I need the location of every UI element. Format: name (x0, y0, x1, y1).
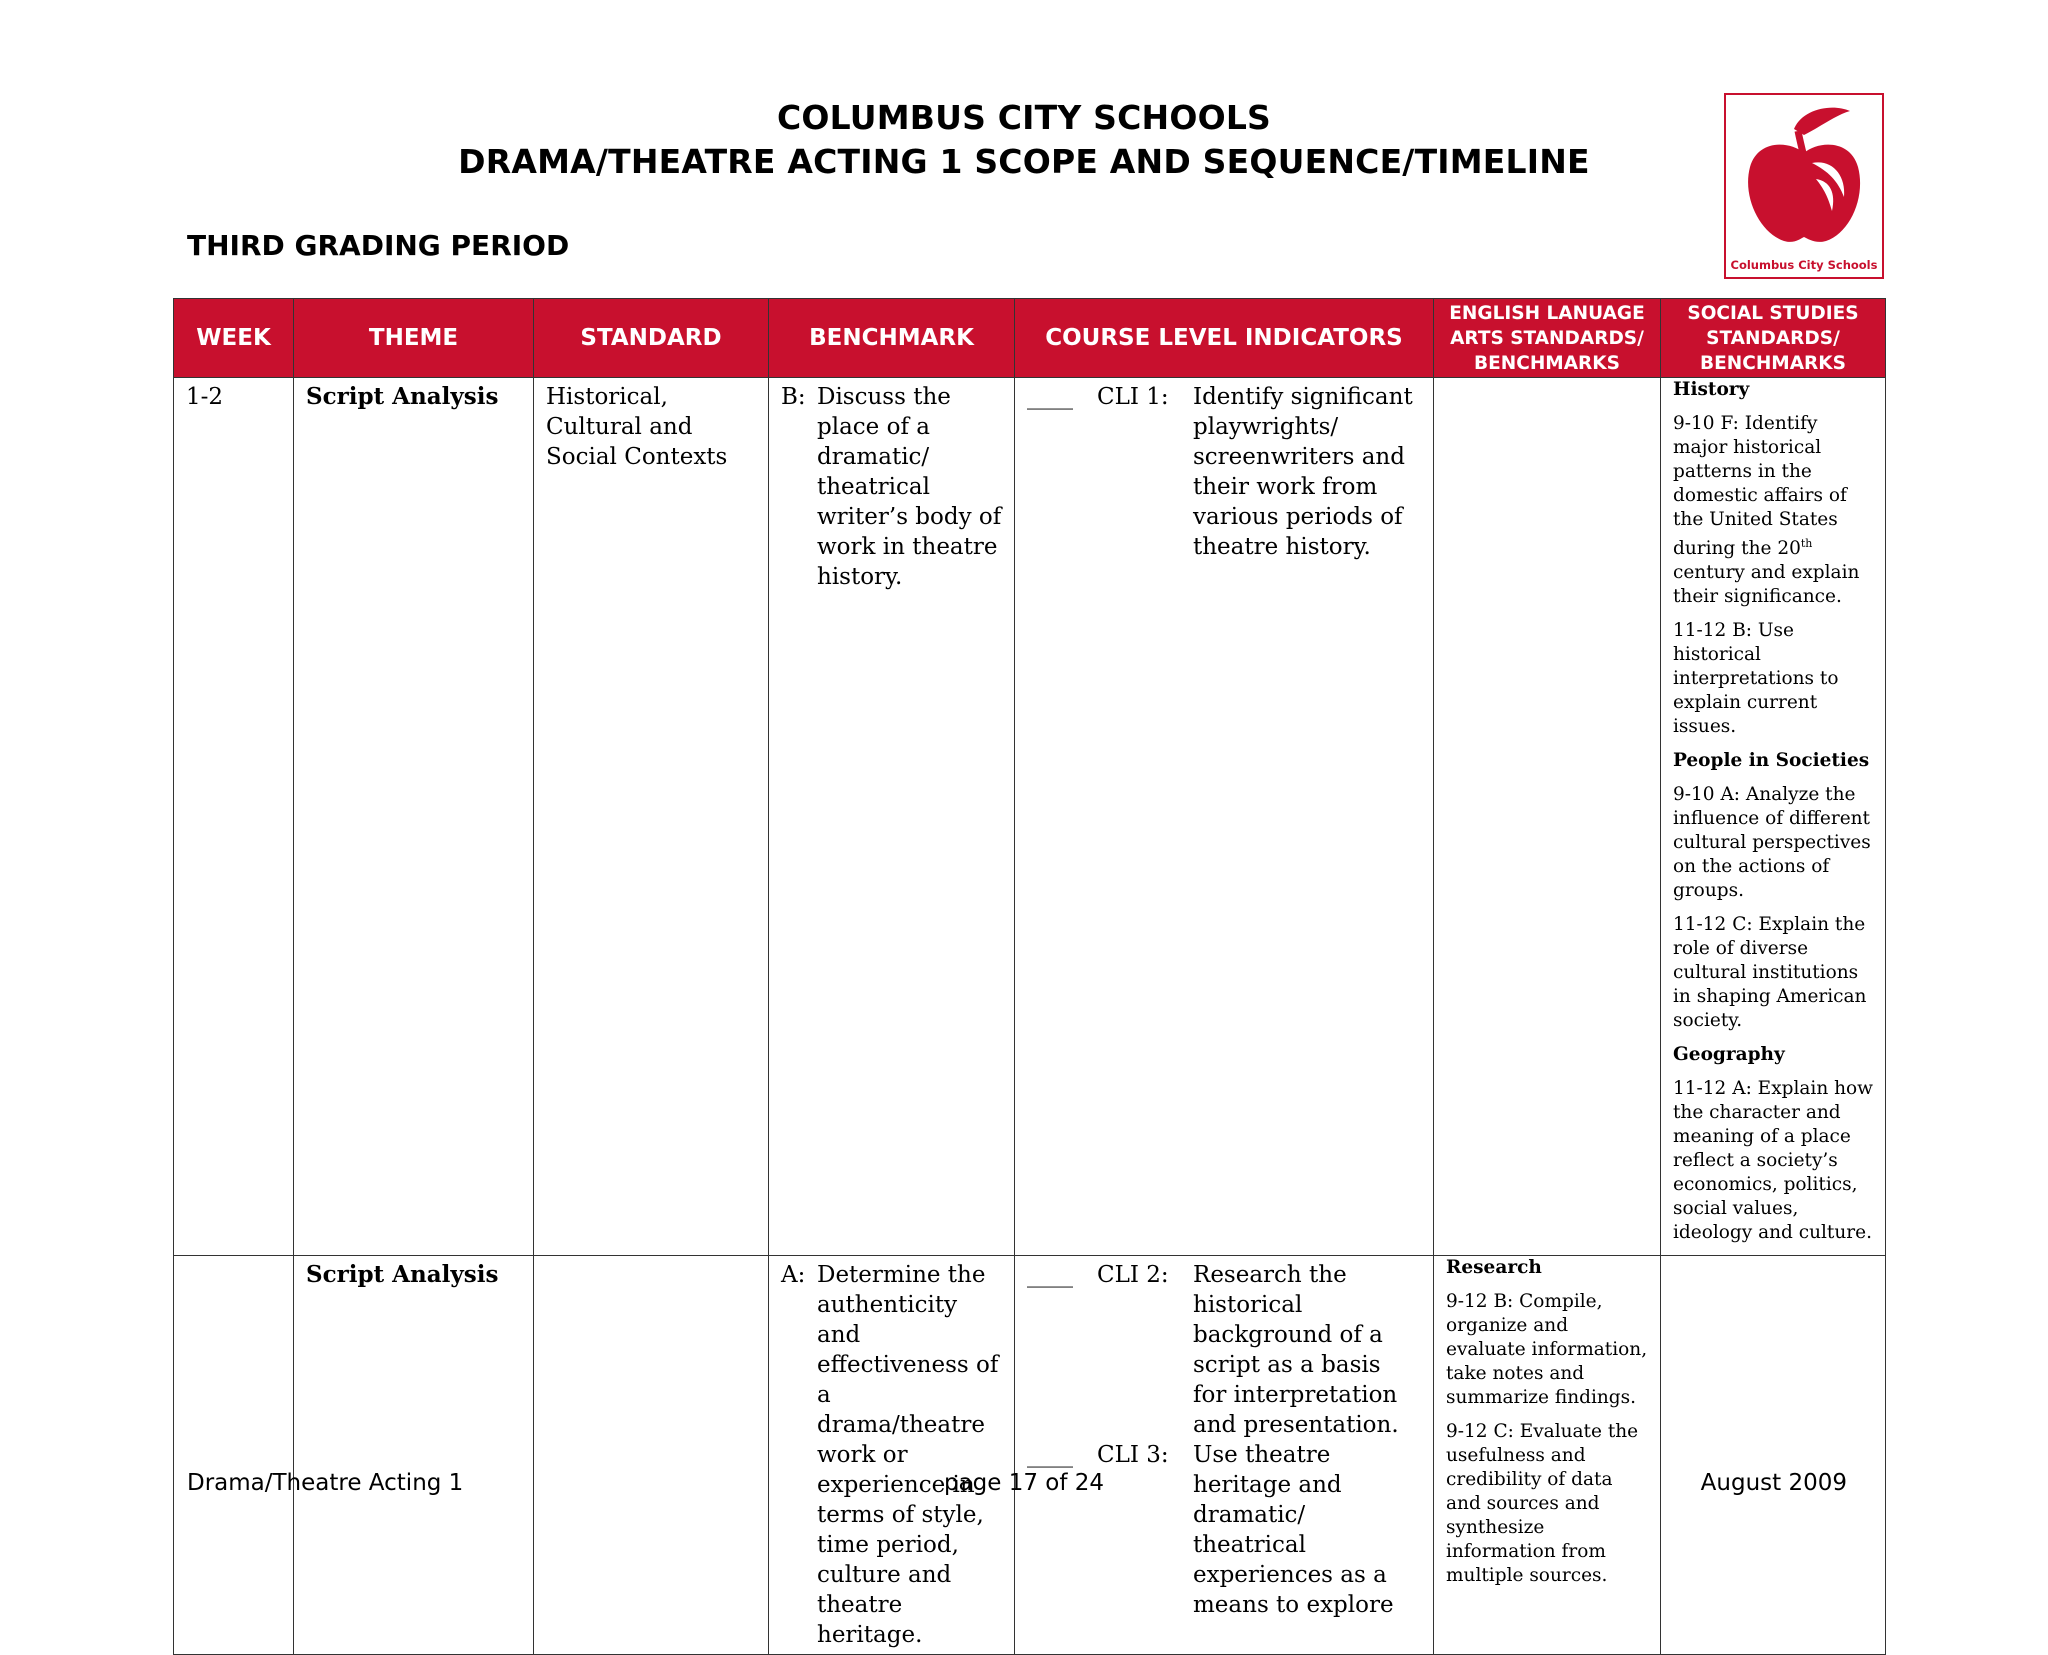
cli-checkbox-blank: ____ (1027, 1262, 1073, 1289)
ela-item: 9-12 B: Compile, organize and evaluate information, take notes and summarize findings. (1446, 1291, 1648, 1409)
ss-heading-geography: Geography (1673, 1044, 1785, 1066)
cli-checkbox-blank: ____ (1027, 384, 1073, 410)
benchmark-cell (769, 378, 1015, 1256)
table-row (174, 1256, 1886, 1655)
scope-sequence-table (173, 298, 1886, 1655)
ela-heading-research: Research (1446, 1257, 1542, 1279)
table-row (174, 378, 1886, 1256)
header-social-studies-standards: SOCIAL STUDIES STANDARDS/ BENCHMARKS (1661, 299, 1886, 378)
social-studies-cell (1661, 1256, 1886, 1655)
benchmark-cell (769, 1256, 1015, 1655)
cli-code: CLI 2: (1097, 1262, 1169, 1289)
ss-item: 11-12 B: Use historical interpretations to explain current issues. (1673, 620, 1839, 738)
header-benchmark: BENCHMARK (769, 299, 1015, 378)
cli-checkbox-blank: ____ (1027, 1442, 1073, 1469)
benchmark-text: Determine the authenticity and effectiveness of a drama/theatre work or experience in terms of style, time period, culture and theatre heritage. (817, 1262, 999, 1649)
standard-cell: Historical, Cultural and Social Contexts (534, 378, 769, 1256)
cli-code: CLI 3: (1097, 1442, 1169, 1469)
title-line-1: COLUMBUS CITY SCHOOLS (776, 98, 1272, 137)
ela-cell (1434, 1256, 1661, 1655)
header-theme: THEME (294, 299, 534, 378)
footer-course-name: Drama/Theatre Acting 1 (187, 1470, 464, 1496)
header-course-level-indicators: COURSE LEVEL INDICATORS (1015, 299, 1434, 378)
title-line-2: DRAMA/THEATRE ACTING 1 SCOPE AND SEQUENCE/TIMELINE (458, 142, 1590, 181)
cli-code: CLI 1: (1097, 384, 1169, 410)
cli-item (1027, 1440, 1421, 1620)
cli-text: Identify significant playwrights/ screenwriters and their work from various periods of theatre history. (1193, 384, 1413, 560)
ss-item: 9-10 A: Analyze the influence of different cultural perspectives on the actions of groups. (1673, 784, 1871, 902)
cli-text: Research the historical background of a script as a basis for interpretation and presentation. (1193, 1262, 1399, 1439)
social-studies-cell (1661, 378, 1886, 1256)
ss-item: 11-12 A: Explain how the character and meaning of a place reflect a society’s economics, politics, social values, ideology and culture. (1673, 1078, 1874, 1244)
footer-page-number: page 17 of 24 (943, 1470, 1105, 1496)
benchmark-text: Discuss the place of a dramatic/ theatrical writer’s body of work in theatre history. (817, 384, 1002, 590)
header-ela-standards: ENGLISH LANUAGE ARTS STANDARDS/ BENCHMARKS (1434, 299, 1661, 378)
apple-icon (1732, 101, 1876, 251)
cli-cell (1015, 378, 1434, 1256)
ss-heading-history: History (1673, 379, 1750, 400)
ela-cell (1434, 378, 1661, 1256)
theme-cell: Script Analysis (294, 378, 534, 1256)
header-week: WEEK (174, 299, 294, 378)
benchmark-letter: A: (781, 1262, 806, 1289)
ela-item: 9-12 C: Evaluate the usefulness and credibility of data and sources and synthesize information from multiple sources. (1446, 1421, 1639, 1587)
header-standard: STANDARD (534, 299, 769, 378)
cli-text: Use theatre heritage and dramatic/ theatrical experiences as a means to explore (1193, 1442, 1394, 1619)
columbus-city-schools-logo (1724, 93, 1884, 279)
footer-date: August 2009 (1700, 1470, 1847, 1496)
cli-cell (1015, 1256, 1434, 1655)
standard-cell (534, 1256, 769, 1655)
ss-heading-people: People in Societies (1673, 750, 1870, 772)
benchmark-letter: B: (781, 384, 806, 410)
cli-item (1027, 382, 1421, 562)
theme-cell: Script Analysis (294, 1256, 534, 1655)
ss-item: 9-10 F: Identify major historical patterns in the domestic affairs of the United States during the 20th century and explain their significance. (1673, 413, 1860, 608)
week-cell: 1-2 (174, 378, 294, 1256)
grading-period-heading: THIRD GRADING PERIOD (187, 229, 570, 262)
logo-text: Columbus City Schools (1730, 258, 1878, 272)
cli-item (1027, 1260, 1421, 1440)
week-cell (174, 1256, 294, 1655)
table-header-row (174, 299, 1886, 378)
ss-item: 11-12 C: Explain the role of diverse cultural institutions in shaping American society. (1673, 914, 1867, 1032)
